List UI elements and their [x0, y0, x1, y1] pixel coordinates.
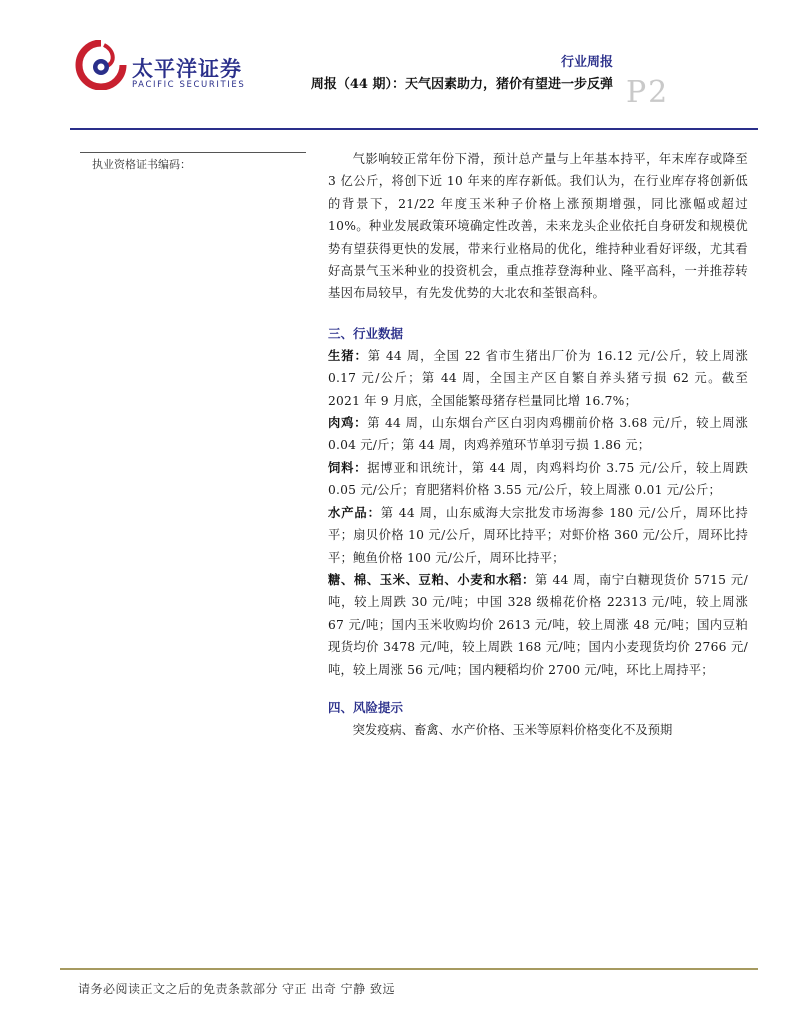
intro-paragraph: 气影响较正常年份下滑，预计总产量与上年基本持平，年末库存或降至 3 亿公斤，将创下近 10 年来的库存新低。我们认为，在行业库存将创新低的背景下，21/22 年度玉米种子价格上涨预期增强，同比涨幅或超过 10%。种业发展政策环境确定性改善，未来龙头企业依托自身研发和规模优势有望获得更快的发展，带来行业格局的优化，维持种业看好评级，尤其看好高景气玉米种业的投资机会，重点推荐登海种业、隆平高科，一并推荐转基因布局较早，有先发优势的大北农和荃银高科。: [328, 152, 748, 301]
page-number: P2: [626, 75, 670, 110]
item-label: 糖、棉、玉米、豆粕、小麦和水稻：: [328, 571, 535, 587]
item-text: 第 44 周，山东威海大宗批发市场海参 180 元/公斤，周环比持平；扇贝价格 10 元/公斤，周环比持平；对虾价格 360 元/公斤，周环比持平；鲍鱼价格 100 元/公斤，周环比持平；: [328, 505, 748, 565]
data-item-feed: [328, 457, 748, 502]
certificate-label: 执业资格证书编码：: [92, 158, 191, 171]
sidebar-divider: [80, 152, 306, 153]
data-item-hogs: [328, 345, 748, 412]
footer-slogan: 守正 出奇 宁静 致远: [282, 982, 395, 996]
main-content: [328, 148, 748, 741]
footer-disclaimer: 请务必阅读正文之后的免责条款部分: [78, 982, 279, 996]
item-label: 肉鸡：: [328, 415, 368, 431]
item-label: 饲料：: [328, 459, 368, 475]
item-text: 第 44 周，全国 22 省市生猪出厂价为 16.12 元/公斤，较上周涨 0.17 元/公斤；第 44 周，全国主产区自繁自养头猪亏损 62 元。截至 2021 年 9 月底，全国能繁母猪存栏量同比增 16.7%；: [328, 348, 748, 408]
data-item-commodities: [328, 569, 748, 681]
report-title: 周报（44 期）：天气因素助力，猪价有望进一步反弹: [310, 77, 613, 92]
brand-name-cn: 太平洋证券: [132, 57, 242, 81]
company-logo-icon: [74, 40, 128, 90]
footer: [78, 980, 395, 997]
risk-text: 突发疫病、畜禽、水产价格、玉米等原料价格变化不及预期: [352, 722, 673, 737]
data-item-broiler: [328, 412, 748, 457]
header-divider: [70, 128, 758, 130]
item-text: 第 44 周，山东烟台产区白羽肉鸡棚前价格 3.68 元/斤，较上周涨 0.04 元/斤；第 44 周，肉鸡养殖环节单羽亏损 1.86 元；: [328, 416, 748, 453]
item-text: 据博亚和讯统计，第 44 周，肉鸡料均价 3.75 元/公斤，较上周跌 0.05 元/公斤；育肥猪料价格 3.55 元/公斤，较上周涨 0.01 元/公斤；: [328, 460, 748, 498]
report-category: 行业周报: [560, 55, 613, 70]
brand-name-en: PACIFIC SECURITIES: [132, 80, 246, 90]
item-text: 第 44 周，南宁白糖现货价 5715 元/吨，较上周跌 30 元/吨；中国 328 级棉花价格 22313 元/吨，较上周涨 67 元/吨；国内玉米收购均价 2613 元/吨，较上周涨 48 元/吨；国内豆粕现货均价 3478 元/吨，较上周跌 168 元/吨；国内小麦现货均价 2766 元/吨，较上周涨 56 元/吨；国内粳稻均价 2700 元/吨，环比上周持平；: [328, 572, 748, 677]
item-label: 水产品：: [328, 504, 381, 520]
item-label: 生猪：: [328, 347, 368, 363]
footer-divider: [60, 968, 758, 970]
data-item-aquatic: [328, 502, 748, 569]
section-title-industry-data: 三、行业数据: [328, 325, 404, 341]
section-title-risk: 四、风险提示: [328, 699, 404, 715]
